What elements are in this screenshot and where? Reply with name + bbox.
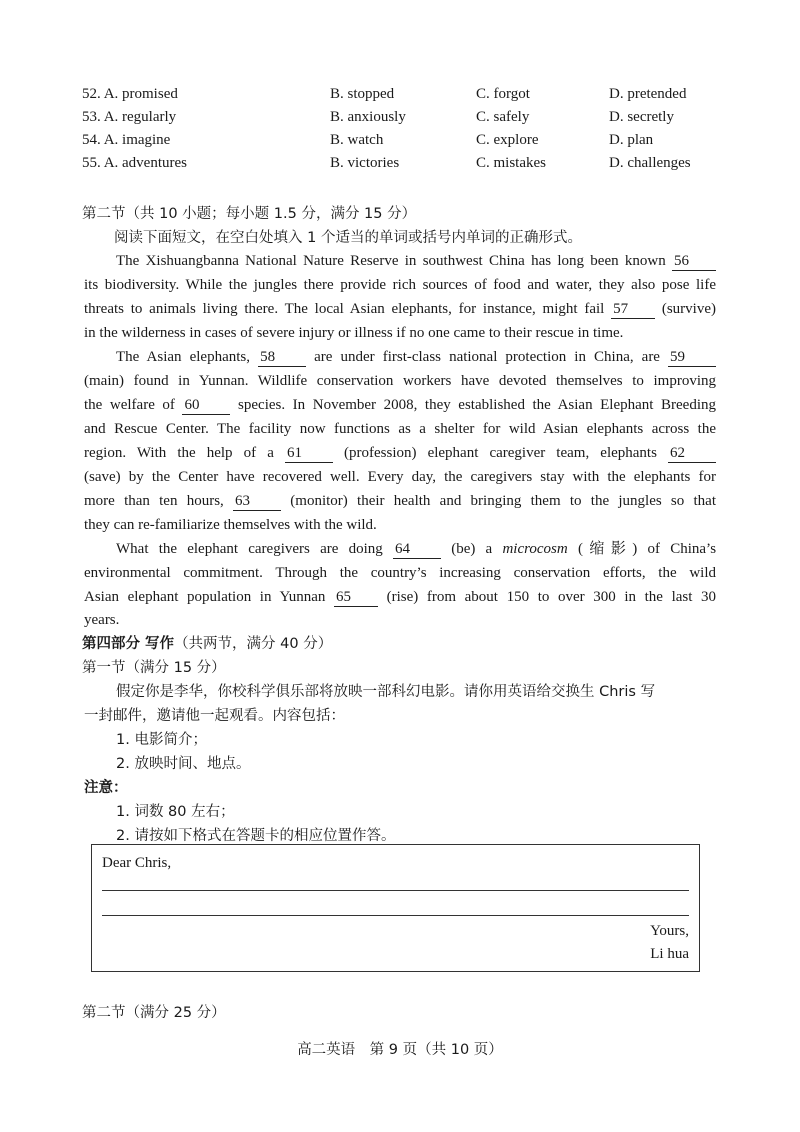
question-number: 53. xyxy=(82,109,101,125)
question-number: 52. xyxy=(82,86,101,102)
passage-line: in the wilderness in cases of severe injury or illness if no one came to their rescue in time. xyxy=(84,325,624,341)
option-c: C. forgot xyxy=(476,86,530,102)
passage-line xyxy=(84,346,716,368)
blank-57[interactable]: 57 xyxy=(611,300,655,319)
passage-text: The Asian elephants, xyxy=(116,349,250,365)
option-a xyxy=(82,86,178,103)
section-heading: 第二节（共 10 小题；每小题 1.5 分，满分 15 分） xyxy=(82,206,417,222)
passage-line: environmental commitment. Through the country’s increasing conservation efforts, the wild xyxy=(84,565,716,581)
option-b: B. victories xyxy=(330,155,400,171)
passage-line: and Rescue Center. The facility now functions as a shelter for wild Asian elephants across the xyxy=(84,421,716,437)
passage-line xyxy=(84,298,716,320)
option-b: B. stopped xyxy=(330,86,395,102)
subsection-heading: 第二节（满分 25 分） xyxy=(82,1005,226,1021)
letter-template-box xyxy=(91,844,700,972)
passage-line: years. xyxy=(84,612,120,628)
writing-line[interactable] xyxy=(102,890,689,891)
option-row-55 xyxy=(82,155,722,177)
option-c: C. explore xyxy=(476,132,539,148)
passage-text: (缩影) of China’s xyxy=(577,541,717,557)
passage-text: What the elephant caregivers are doing xyxy=(116,541,383,557)
option-row-54 xyxy=(82,132,722,154)
passage-text: (monitor) their health and bringing them to the jungles so that xyxy=(290,493,717,509)
option-b: B. anxiously xyxy=(330,109,406,125)
letter-greeting: Dear Chris, xyxy=(102,855,172,871)
passage-line xyxy=(84,394,716,416)
option-row-53 xyxy=(82,109,722,131)
writing-prompt: 假定你是李华，你校科学俱乐部将放映一部科幻电影。请你用英语给交换生 Chris 写 xyxy=(116,684,656,700)
blank-65[interactable]: 65 xyxy=(334,588,378,607)
blank-58[interactable]: 58 xyxy=(258,348,306,367)
note-item: 1. 词数 80 左右； xyxy=(116,804,235,820)
letter-signature: Li hua xyxy=(650,946,689,962)
option-b: B. watch xyxy=(330,132,384,148)
passage-text: are under first-class national protection in China, are xyxy=(314,349,660,365)
option-a-text: A. regularly xyxy=(103,109,177,125)
passage-line xyxy=(84,250,716,272)
passage-text: the welfare of xyxy=(84,397,175,413)
passage-text: Asian elephant population in Yunnan xyxy=(84,589,326,605)
option-c: C. safely xyxy=(476,109,530,125)
passage-text: threats to animals living there. The local Asian elephants, for instance, might fail xyxy=(84,301,605,317)
content-item: 2. 放映时间、地点。 xyxy=(116,756,251,772)
passage-text: species. In November 2008, they established the Asian Elephant Breeding xyxy=(238,397,716,413)
writing-prompt: 一封邮件，邀请他一起观看。内容包括： xyxy=(84,708,345,724)
question-number: 54. xyxy=(82,132,101,148)
option-row-52 xyxy=(82,86,722,108)
option-d: D. secretly xyxy=(609,109,674,125)
option-d: D. challenges xyxy=(609,155,691,171)
blank-61[interactable]: 61 xyxy=(285,444,333,463)
option-a xyxy=(82,155,187,172)
note-label: 注意： xyxy=(84,780,128,796)
option-c: C. mistakes xyxy=(476,155,546,171)
part-heading xyxy=(82,633,714,655)
blank-60[interactable]: 60 xyxy=(182,396,230,415)
note-item: 2. 请按如下格式在答题卡的相应位置作答。 xyxy=(116,828,396,844)
blank-63[interactable]: 63 xyxy=(233,492,281,511)
page-footer: 高二英语 第 9 页（共 10 页） xyxy=(297,1042,503,1058)
option-d: D. plan xyxy=(609,132,654,148)
subsection-heading: 第一节（满分 15 分） xyxy=(82,660,226,676)
option-a xyxy=(82,132,170,149)
part-heading-rest: （共两节，满分 40 分） xyxy=(174,636,333,652)
passage-line: (main) found in Yunnan. Wildlife conservation workers have devoted themselves to improving xyxy=(84,373,716,389)
letter-closing: Yours, xyxy=(650,923,689,939)
passage-text: more than ten hours, xyxy=(84,493,224,509)
writing-line[interactable] xyxy=(102,915,689,916)
passage-line: its biodiversity. While the jungles there provide rich sources of food and water, they also pose life xyxy=(84,277,716,293)
blank-59[interactable]: 59 xyxy=(668,348,716,367)
passage-text: (survive) xyxy=(661,301,716,317)
part-heading-bold: 第四部分 写作 xyxy=(82,636,175,652)
passage-line: (save) by the Center have recovered well. Every day, the caregivers stay with the elephants for xyxy=(84,469,716,485)
passage-line xyxy=(84,586,716,608)
blank-56[interactable]: 56 xyxy=(672,252,716,271)
section-instruction: 阅读下面短文，在空白处填入 1 个适当的单词或括号内单词的正确形式。 xyxy=(114,230,582,246)
passage-text: (be) a xyxy=(451,541,493,557)
passage-line xyxy=(84,442,716,464)
passage-line xyxy=(84,538,716,560)
italic-term: microcosm xyxy=(502,541,568,557)
option-a-text: A. imagine xyxy=(103,132,171,148)
option-a-text: A. adventures xyxy=(103,155,187,171)
option-a-text: A. promised xyxy=(103,86,178,102)
question-number: 55. xyxy=(82,155,101,171)
passage-text: The Xishuangbanna National Nature Reserve in southwest China has long been known xyxy=(116,253,666,269)
blank-64[interactable]: 64 xyxy=(393,540,441,559)
content-item: 1. 电影简介； xyxy=(116,732,207,748)
blank-62[interactable]: 62 xyxy=(668,444,716,463)
passage-line: they can re-familiarize themselves with the wild. xyxy=(84,517,377,533)
passage-text: (profession) elephant caregiver team, elephants xyxy=(344,445,657,461)
option-d: D. pretended xyxy=(609,86,687,102)
passage-line xyxy=(84,490,716,512)
passage-text: (rise) from about 150 to over 300 in the last 30 xyxy=(386,589,717,605)
passage-text: region. With the help of a xyxy=(84,445,274,461)
option-a xyxy=(82,109,176,126)
